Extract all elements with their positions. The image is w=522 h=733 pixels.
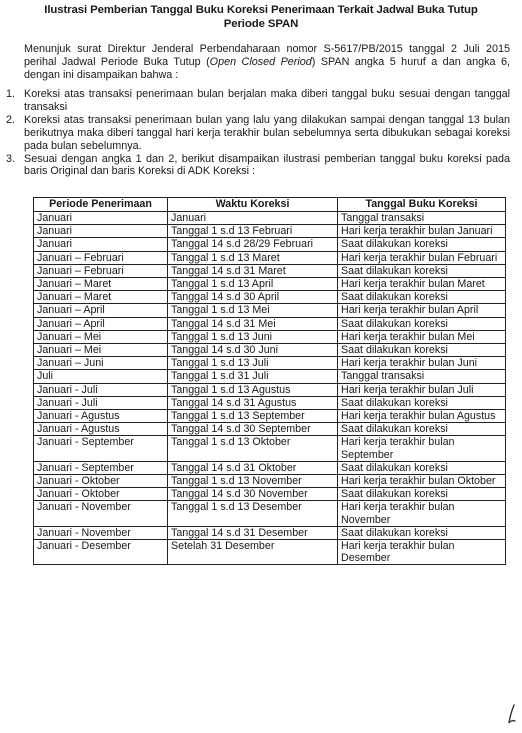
cell-tanggal-buku-koreksi: Hari kerja terakhir bulan Oktober (338, 475, 506, 488)
cell-tanggal-buku-koreksi: Saat dilakukan koreksi (338, 238, 506, 251)
cell-periode-penerimaan: Januari (34, 238, 168, 251)
cell-tanggal-buku-koreksi: Hari kerja terakhir bulan Februari (338, 251, 506, 264)
list-item-text: Koreksi atas transaksi penerimaan bulan berjalan maka diberi tanggal buku sesuai dengan tanggal transaksi (24, 88, 510, 113)
title-line-1: Ilustrasi Pemberian Tanggal Buku Koreksi Penerimaan Terkait Jadwal Buka Tutup (44, 4, 478, 16)
list-item (6, 88, 510, 114)
table-header-row (34, 198, 506, 212)
cell-waktu-koreksi: Tanggal 14 s.d 31 Maret (168, 264, 338, 277)
cell-tanggal-buku-koreksi: Hari kerja terakhir bulan April (338, 304, 506, 317)
cell-periode-penerimaan: Januari - November (34, 526, 168, 539)
cell-waktu-koreksi: Tanggal 1 s.d 13 Oktober (168, 436, 338, 461)
cell-periode-penerimaan: Januari - Oktober (34, 488, 168, 501)
list-item (6, 114, 510, 153)
cell-waktu-koreksi: Tanggal 14 s.d 31 Desember (168, 526, 338, 539)
cell-periode-penerimaan: Januari – Februari (34, 264, 168, 277)
cell-tanggal-buku-koreksi: Hari kerja terakhir bulan Juni (338, 357, 506, 370)
cell-waktu-koreksi: Tanggal 1 s.d 13 Februari (168, 225, 338, 238)
cell-tanggal-buku-koreksi: Saat dilakukan koreksi (338, 488, 506, 501)
cell-tanggal-buku-koreksi: Hari kerja terakhir bulan Juli (338, 383, 506, 396)
cell-periode-penerimaan: Januari – Maret (34, 291, 168, 304)
cell-periode-penerimaan: Januari – April (34, 317, 168, 330)
cell-tanggal-buku-koreksi: Saat dilakukan koreksi (338, 344, 506, 357)
cell-tanggal-buku-koreksi: Saat dilakukan koreksi (338, 317, 506, 330)
header-tanggal-buku-koreksi: Tanggal Buku Koreksi (338, 198, 506, 212)
table-row (34, 330, 506, 343)
cell-periode-penerimaan: Januari - September (34, 436, 168, 461)
cell-periode-penerimaan: Januari – Maret (34, 278, 168, 291)
document-title (10, 3, 512, 31)
table-row (34, 291, 506, 304)
cell-tanggal-buku-koreksi: Saat dilakukan koreksi (338, 526, 506, 539)
cell-periode-penerimaan: Januari (34, 225, 168, 238)
cell-tanggal-buku-koreksi: Hari kerja terakhir bulan Agustus (338, 410, 506, 423)
cell-waktu-koreksi: Tanggal 1 s.d 13 Agustus (168, 383, 338, 396)
cell-waktu-koreksi: Tanggal 14 s.d 31 Agustus (168, 396, 338, 409)
cell-periode-penerimaan: Januari - Juli (34, 396, 168, 409)
cell-periode-penerimaan: Januari - Agustus (34, 423, 168, 436)
cell-waktu-koreksi: Tanggal 14 s.d 31 Mei (168, 317, 338, 330)
cell-waktu-koreksi: Tanggal 14 s.d 30 Juni (168, 344, 338, 357)
cell-tanggal-buku-koreksi: Hari kerja terakhir bulan Januari (338, 225, 506, 238)
cell-periode-penerimaan: Januari – Mei (34, 344, 168, 357)
cell-waktu-koreksi: Tanggal 14 s.d 28/29 Februari (168, 238, 338, 251)
cell-waktu-koreksi: Tanggal 1 s.d 13 September (168, 410, 338, 423)
table-row (34, 396, 506, 409)
cell-waktu-koreksi: Tanggal 1 s.d 13 Mei (168, 304, 338, 317)
cell-waktu-koreksi: Setelah 31 Desember (168, 540, 338, 565)
table-row (34, 317, 506, 330)
intro-text-end: ) SPAN angka 5 huruf a dan angka 6, dengan ini disampaikan bahwa : (24, 55, 511, 81)
numbered-list (6, 88, 510, 178)
table-row (34, 423, 506, 436)
header-waktu-koreksi: Waktu Koreksi (168, 198, 338, 212)
intro-text-start: Menunjuk surat Direktur Jenderal Perbendaharaan nomor S-5617/PB/2015 tanggal 2 Juli 2015 perihal Jadwal Periode Buka Tutup ( (24, 43, 510, 68)
table-row (34, 410, 506, 423)
initial-signature-mark (505, 704, 519, 726)
table-row (34, 540, 506, 565)
cell-tanggal-buku-koreksi: Saat dilakukan koreksi (338, 423, 506, 436)
table-row (34, 461, 506, 474)
table-row (34, 488, 506, 501)
table-row (34, 526, 506, 539)
cell-tanggal-buku-koreksi: Tanggal transaksi (338, 212, 506, 225)
cell-waktu-koreksi: Tanggal 14 s.d 30 April (168, 291, 338, 304)
table-header (34, 198, 506, 212)
cell-waktu-koreksi: Tanggal 1 s.d 13 April (168, 278, 338, 291)
correction-schedule-table (33, 197, 506, 565)
cell-tanggal-buku-koreksi: Saat dilakukan koreksi (338, 461, 506, 474)
list-item-number: 3. (6, 152, 16, 165)
cell-periode-penerimaan: Januari – Juni (34, 357, 168, 370)
cell-periode-penerimaan: Januari - November (34, 501, 168, 526)
list-item-text: Sesuai dengan angka 1 dan 2, berikut disampaikan ilustrasi pemberian tanggal buku koreksi pada baris Original dan baris Koreksi di ADK Koreksi : (24, 152, 510, 178)
cell-periode-penerimaan: Juli (34, 370, 168, 383)
list-item-number: 2. (6, 113, 16, 126)
cell-waktu-koreksi: Januari (168, 212, 338, 225)
table-row (34, 383, 506, 396)
cell-periode-penerimaan: Januari – Februari (34, 251, 168, 264)
list-item (6, 153, 510, 179)
cell-periode-penerimaan: Januari – Mei (34, 330, 168, 343)
cell-periode-penerimaan: Januari - Juli (34, 383, 168, 396)
cell-waktu-koreksi: Tanggal 14 s.d 30 November (168, 488, 338, 501)
cell-tanggal-buku-koreksi: Tanggal transaksi (338, 370, 506, 383)
intro-italic-term: Open Closed Period (209, 55, 312, 68)
cell-periode-penerimaan: Januari – April (34, 304, 168, 317)
cell-tanggal-buku-koreksi: Hari kerja terakhir bulan Desember (338, 540, 506, 565)
cell-tanggal-buku-koreksi: Saat dilakukan koreksi (338, 291, 506, 304)
title-line-2: Periode SPAN (223, 18, 299, 30)
table-row (34, 278, 506, 291)
cell-waktu-koreksi: Tanggal 1 s.d 13 November (168, 475, 338, 488)
table-row (34, 212, 506, 225)
cell-periode-penerimaan: Januari (34, 212, 168, 225)
table-row (34, 357, 506, 370)
list-item-number: 1. (6, 88, 16, 100)
cell-periode-penerimaan: Januari - Agustus (34, 410, 168, 423)
cell-periode-penerimaan: Januari - Oktober (34, 475, 168, 488)
cell-waktu-koreksi: Tanggal 1 s.d 13 Juli (168, 357, 338, 370)
cell-waktu-koreksi: Tanggal 1 s.d 13 Juni (168, 330, 338, 343)
table-row (34, 436, 506, 461)
cell-tanggal-buku-koreksi: Hari kerja terakhir bulan Mei (338, 330, 506, 343)
cell-periode-penerimaan: Januari - Desember (34, 540, 168, 565)
cell-tanggal-buku-koreksi: Hari kerja terakhir bulan Maret (338, 278, 506, 291)
cell-waktu-koreksi: Tanggal 1 s.d 31 Juli (168, 370, 338, 383)
table-row (34, 370, 506, 383)
table-row (34, 238, 506, 251)
table-row (34, 344, 506, 357)
cell-waktu-koreksi: Tanggal 14 s.d 31 Oktober (168, 461, 338, 474)
table-body (34, 212, 506, 565)
cell-tanggal-buku-koreksi: Saat dilakukan koreksi (338, 264, 506, 277)
cell-periode-penerimaan: Januari - September (34, 461, 168, 474)
table-row (34, 304, 506, 317)
table-row (34, 475, 506, 488)
table-row (34, 251, 506, 264)
cell-tanggal-buku-koreksi: Saat dilakukan koreksi (338, 396, 506, 409)
list-item-text: Koreksi atas transaksi penerimaan bulan yang lalu yang dilakukan sampai dengan tanggal 13 bulan berikutnya maka diberi tanggal hari kerja terakhir bulan sebelumnya serta dibukukan sebagai koreksi pada bulan sebelumnya. (24, 113, 510, 152)
cell-tanggal-buku-koreksi: Hari kerja terakhir bulan November (338, 501, 506, 526)
table-row (34, 501, 506, 526)
cell-waktu-koreksi: Tanggal 1 s.d 13 Maret (168, 251, 338, 264)
cell-waktu-koreksi: Tanggal 14 s.d 30 September (168, 423, 338, 436)
table-row (34, 225, 506, 238)
cell-tanggal-buku-koreksi: Hari kerja terakhir bulan September (338, 436, 506, 461)
cell-waktu-koreksi: Tanggal 1 s.d 13 Desember (168, 501, 338, 526)
header-periode-penerimaan: Periode Penerimaan (34, 198, 168, 212)
intro-paragraph (24, 43, 510, 82)
table-row (34, 264, 506, 277)
